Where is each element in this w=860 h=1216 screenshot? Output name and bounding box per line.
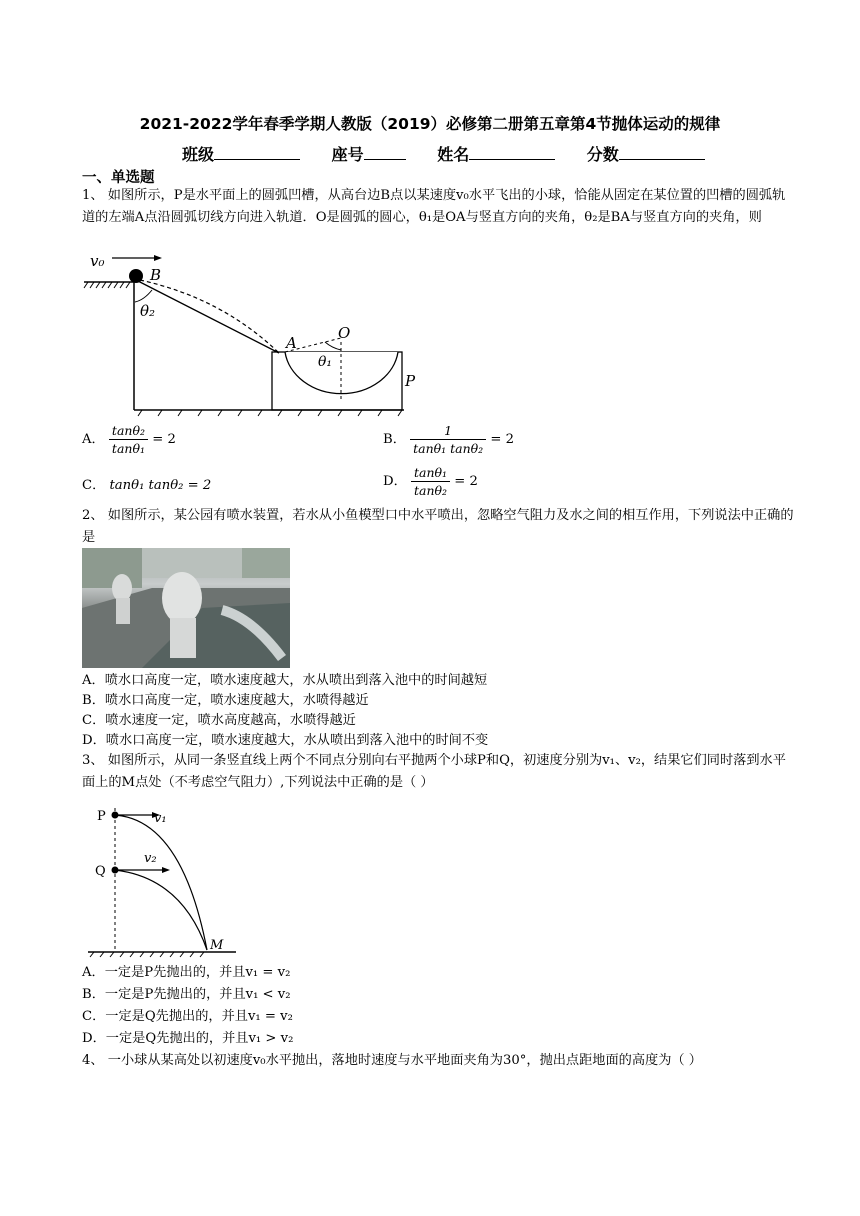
page-title: 2021-2022学年春季学期人教版（2019）必修第二册第五章第4节抛体运动的规律 [139, 115, 721, 133]
q2-option-d[interactable]: D．喷水口高度一定，喷水速度越大，水从喷出到落入池中的时间不变 [82, 733, 489, 748]
class-field[interactable]: 班级 [182, 142, 300, 165]
question-3-text: 3、 如图所示，从同一条竖直线上两个不同点分别向右平抛两个小球P和Q，初速度分别为v₁、v₂，结果它们同时落到水平面上的M点处（不考虑空气阻力）,下列说法中正确的是（ ） [82, 753, 786, 790]
question-1-text: 1、 如图所示，P是水平面上的圆弧凹槽，从高台边B点以某速度v₀水平飞出的小球，恰能从固定在某位置的凹槽的圆弧轨道的左端A点沿圆弧切线方向进入轨道．O是圆弧的圆心，θ₁是OA与竖直方向的夹角，θ₂是BA与竖直方向的夹角，则 [82, 188, 786, 225]
label-p: P [97, 809, 106, 824]
q1-option-b[interactable]: B． $\frac{1}{\text{tanθ₁ tanθ₂}}$ = 2 [383, 423, 515, 456]
theta2-label: θ₂ [140, 302, 156, 320]
point-o-label: O [338, 324, 351, 342]
label-v1: v₁ [154, 811, 167, 826]
q3-option-b[interactable]: B．一定是P先抛出的，并且v₁ < v₂ [82, 987, 291, 1002]
seat-field[interactable]: 座号 [332, 142, 406, 165]
q3-option-c[interactable]: C．一定是Q先抛出的，并且v₁ = v₂ [82, 1009, 293, 1024]
name-field[interactable]: 姓名 [437, 142, 555, 165]
section-heading: 一、单选题 [82, 170, 155, 186]
question-3-figure [86, 798, 246, 958]
label-m: M [210, 938, 224, 953]
question-4-text: 4、 一小球从某高处以初速度v₀水平抛出，落地时速度与水平地面夹角为30°，抛出点距地面的高度为（ ） [82, 1053, 702, 1068]
fountain-photo [82, 548, 290, 668]
question-2-text: 2、 如图所示，某公园有喷水装置，若水从小鱼模型口中水平喷出，忽略空气阻力及水之间的相互作用，下列说法中正确的是 [82, 508, 794, 545]
theta1-label: θ₁ [318, 354, 333, 370]
point-b-label: B [150, 266, 162, 284]
q1-option-a[interactable]: A． $\frac{\text{tanθ₂}}{\text{tanθ₁}}$ = 2 [82, 423, 176, 456]
q2-option-c[interactable]: C．喷水速度一定，喷水高度越高，水喷得越近 [82, 713, 356, 728]
point-a-label: A [286, 334, 297, 352]
fountain-photo-image [82, 548, 290, 668]
label-v2: v₂ [144, 851, 157, 866]
q1-option-d[interactable]: D． $\frac{\text{tanθ₁}}{\text{tanθ₂}}$ = 2 [383, 465, 478, 498]
q3-option-a[interactable]: A．一定是P先抛出的，并且v₁ = v₂ [82, 965, 291, 980]
score-field[interactable]: 分数 [587, 142, 705, 165]
student-info-row [182, 142, 731, 165]
trough-p-label: P [405, 372, 416, 390]
label-q: Q [95, 864, 106, 879]
q3-option-d[interactable]: D．一定是Q先抛出的，并且v₁ > v₂ [82, 1031, 294, 1046]
question-1-figure [82, 250, 416, 416]
ball [129, 269, 143, 283]
q2-option-b[interactable]: B．喷水口高度一定，喷水速度越大，水喷得越近 [82, 693, 369, 708]
q1-option-c[interactable]: C． tanθ₁ tanθ₂ = 2 [82, 478, 212, 493]
q2-option-a[interactable]: A．喷水口高度一定，喷水速度越大，水从喷出到落入池中的时间越短 [82, 673, 488, 688]
v0-label: v₀ [90, 252, 105, 270]
